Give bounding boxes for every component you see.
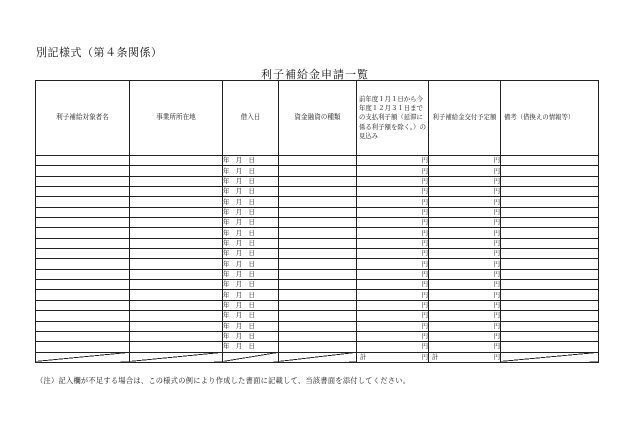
cell-borrow-date[interactable]: 年 月 日 (223, 321, 279, 331)
cell-planned-amount[interactable]: 円 (429, 238, 501, 248)
cell-address[interactable] (130, 311, 223, 321)
cell-paid-interest[interactable]: 円 (357, 300, 429, 310)
cell-fund-type[interactable] (279, 197, 357, 207)
table-row (36, 166, 599, 176)
cell-name[interactable] (36, 290, 130, 300)
table-row (36, 269, 599, 279)
table-row (36, 321, 599, 331)
cell-address[interactable] (130, 176, 223, 186)
cell-remarks[interactable] (501, 176, 599, 186)
cell-planned-amount[interactable]: 円 (429, 342, 501, 352)
total-paid-interest[interactable] (357, 352, 429, 362)
table-row (36, 331, 599, 341)
cell-borrow-date[interactable]: 年 月 日 (223, 218, 279, 228)
cell-fund-type[interactable] (279, 166, 357, 176)
cell-borrow-date[interactable]: 年 月 日 (223, 156, 279, 166)
cell-planned-amount[interactable]: 円 (429, 311, 501, 321)
cell-paid-interest[interactable]: 円 (357, 176, 429, 186)
cell-fund-type[interactable] (279, 207, 357, 217)
cell-paid-interest[interactable]: 円 (357, 249, 429, 259)
cell-planned-amount[interactable]: 円 (429, 228, 501, 238)
cell-planned-amount[interactable]: 円 (429, 187, 501, 197)
cell-remarks[interactable] (501, 228, 599, 238)
cell-paid-interest[interactable]: 円 (357, 156, 429, 166)
cell-paid-interest[interactable]: 円 (357, 197, 429, 207)
cell-planned-amount[interactable]: 円 (429, 218, 501, 228)
cell-borrow-date[interactable]: 年 月 日 (223, 280, 279, 290)
total-yen: 円 (493, 352, 500, 361)
cell-address[interactable] (130, 187, 223, 197)
cell-remarks[interactable] (501, 280, 599, 290)
cell-borrow-date[interactable]: 年 月 日 (223, 176, 279, 186)
cell-remarks[interactable] (501, 197, 599, 207)
cell-planned-amount[interactable]: 円 (429, 321, 501, 331)
cell-planned-amount[interactable]: 円 (429, 290, 501, 300)
cell-name[interactable] (36, 300, 130, 310)
cell-fund-type[interactable] (279, 269, 357, 279)
table-row (36, 280, 599, 290)
cell-borrow-date[interactable]: 年 月 日 (223, 166, 279, 176)
cell-address[interactable] (130, 218, 223, 228)
table-row (36, 156, 599, 166)
table-row (36, 311, 599, 321)
cell-borrow-date[interactable]: 年 月 日 (223, 269, 279, 279)
cell-address[interactable] (130, 321, 223, 331)
cell-name[interactable] (36, 228, 130, 238)
cell-remarks[interactable] (501, 342, 599, 352)
cell-name[interactable] (36, 269, 130, 279)
cell-fund-type[interactable] (279, 259, 357, 269)
cell-fund-type[interactable] (279, 342, 357, 352)
cell-remarks[interactable] (501, 166, 599, 176)
cell-address[interactable] (130, 342, 223, 352)
cell-name[interactable] (36, 331, 130, 341)
cell-address[interactable] (130, 207, 223, 217)
cell-address[interactable] (130, 166, 223, 176)
cell-planned-amount[interactable]: 円 (429, 269, 501, 279)
cell-name[interactable] (36, 259, 130, 269)
cell-paid-interest[interactable]: 円 (357, 342, 429, 352)
total-planned-amount[interactable] (429, 352, 501, 362)
cell-name[interactable] (36, 176, 130, 186)
cell-paid-interest[interactable]: 円 (357, 290, 429, 300)
header-fund-type: 資金融資の種類 (279, 81, 357, 156)
cell-fund-type[interactable] (279, 321, 357, 331)
total-diag-remarks (501, 352, 599, 362)
cell-planned-amount[interactable]: 円 (429, 280, 501, 290)
application-table (35, 80, 599, 363)
cell-name[interactable] (36, 156, 130, 166)
cell-paid-interest[interactable]: 円 (357, 187, 429, 197)
cell-name[interactable] (36, 166, 130, 176)
cell-remarks[interactable] (501, 331, 599, 341)
cell-borrow-date[interactable]: 年 月 日 (223, 187, 279, 197)
cell-address[interactable] (130, 300, 223, 310)
cell-remarks[interactable] (501, 187, 599, 197)
cell-name[interactable] (36, 187, 130, 197)
cell-remarks[interactable] (501, 321, 599, 331)
table-row (36, 300, 599, 310)
cell-planned-amount[interactable]: 円 (429, 259, 501, 269)
total-diag-address (130, 352, 223, 362)
cell-fund-type[interactable] (279, 176, 357, 186)
total-diag-name (36, 352, 130, 362)
cell-borrow-date[interactable]: 年 月 日 (223, 300, 279, 310)
table-row (36, 187, 599, 197)
cell-name[interactable] (36, 249, 130, 259)
cell-name[interactable] (36, 321, 130, 331)
cell-name[interactable] (36, 197, 130, 207)
cell-fund-type[interactable] (279, 156, 357, 166)
cell-borrow-date[interactable]: 年 月 日 (223, 249, 279, 259)
cell-fund-type[interactable] (279, 218, 357, 228)
table-body (36, 156, 599, 363)
cell-name[interactable] (36, 280, 130, 290)
table-row (36, 207, 599, 217)
cell-borrow-date[interactable]: 年 月 日 (223, 207, 279, 217)
cell-address[interactable] (130, 197, 223, 207)
cell-planned-amount[interactable]: 円 (429, 300, 501, 310)
cell-planned-amount[interactable]: 円 (429, 166, 501, 176)
form-title: 利子補給金申請一覧 (261, 68, 369, 81)
cell-remarks[interactable] (501, 311, 599, 321)
cell-address[interactable] (130, 228, 223, 238)
header-name: 利子補給対象者名 (36, 81, 130, 156)
cell-address[interactable] (130, 269, 223, 279)
table-row (36, 290, 599, 300)
cell-paid-interest[interactable]: 円 (357, 331, 429, 341)
cell-name[interactable] (36, 238, 130, 248)
cell-fund-type[interactable] (279, 290, 357, 300)
table-row (36, 342, 599, 352)
cell-fund-type[interactable] (279, 187, 357, 197)
cell-planned-amount[interactable]: 円 (429, 156, 501, 166)
cell-fund-type[interactable] (279, 331, 357, 341)
cell-address[interactable] (130, 249, 223, 259)
cell-fund-type[interactable] (279, 238, 357, 248)
cell-address[interactable] (130, 331, 223, 341)
header-paid-interest: 前年度１月１日から今年度１２月３１日までの支払利子額（延滞に係る利子額を除く。）の見込み (357, 81, 429, 156)
cell-address[interactable] (130, 290, 223, 300)
table-row (36, 228, 599, 238)
form-label: 別記様式（第４条関係） (36, 46, 163, 59)
total-diag-fund (279, 352, 357, 362)
cell-address[interactable] (130, 259, 223, 269)
cell-borrow-date[interactable]: 年 月 日 (223, 290, 279, 300)
cell-remarks[interactable] (501, 249, 599, 259)
table-row (36, 197, 599, 207)
header-remarks: 備考（借換えの情報等） (501, 81, 599, 156)
cell-remarks[interactable] (501, 290, 599, 300)
cell-paid-interest[interactable]: 円 (357, 228, 429, 238)
cell-remarks[interactable] (501, 259, 599, 269)
footnote: （注）記入欄が不足する場合は、この様式の例により作成した書面に記載して、当該書面を添付してください。 (36, 376, 411, 385)
cell-remarks[interactable] (501, 300, 599, 310)
cell-borrow-date[interactable]: 年 月 日 (223, 197, 279, 207)
cell-name[interactable] (36, 207, 130, 217)
cell-name[interactable] (36, 218, 130, 228)
cell-name[interactable] (36, 311, 130, 321)
cell-fund-type[interactable] (279, 300, 357, 310)
cell-remarks[interactable] (501, 269, 599, 279)
cell-paid-interest[interactable]: 円 (357, 269, 429, 279)
cell-borrow-date[interactable]: 年 月 日 (223, 331, 279, 341)
cell-planned-amount[interactable]: 円 (429, 197, 501, 207)
table-row (36, 259, 599, 269)
cell-fund-type[interactable] (279, 280, 357, 290)
cell-remarks[interactable] (501, 218, 599, 228)
cell-planned-amount[interactable]: 円 (429, 207, 501, 217)
cell-borrow-date[interactable]: 年 月 日 (223, 311, 279, 321)
total-label: 計 (432, 352, 439, 361)
table-row (36, 176, 599, 186)
total-row (36, 352, 599, 362)
header-planned-amount: 利子補給金交付予定額 (429, 81, 501, 156)
cell-paid-interest[interactable]: 円 (357, 166, 429, 176)
cell-address[interactable] (130, 280, 223, 290)
cell-paid-interest[interactable]: 円 (357, 311, 429, 321)
total-diag-date (223, 352, 279, 362)
total-label: 計 (360, 352, 367, 361)
cell-address[interactable] (130, 156, 223, 166)
header-row (36, 81, 599, 156)
cell-name[interactable] (36, 342, 130, 352)
cell-borrow-date[interactable]: 年 月 日 (223, 259, 279, 269)
cell-paid-interest[interactable]: 円 (357, 321, 429, 331)
cell-remarks[interactable] (501, 238, 599, 248)
cell-paid-interest[interactable]: 円 (357, 218, 429, 228)
cell-remarks[interactable] (501, 156, 599, 166)
cell-fund-type[interactable] (279, 228, 357, 238)
cell-borrow-date[interactable]: 年 月 日 (223, 228, 279, 238)
cell-fund-type[interactable] (279, 311, 357, 321)
cell-paid-interest[interactable]: 円 (357, 259, 429, 269)
cell-remarks[interactable] (501, 207, 599, 217)
cell-planned-amount[interactable]: 円 (429, 331, 501, 341)
cell-borrow-date[interactable]: 年 月 日 (223, 238, 279, 248)
cell-paid-interest[interactable]: 円 (357, 207, 429, 217)
cell-planned-amount[interactable]: 円 (429, 249, 501, 259)
cell-borrow-date[interactable]: 年 月 日 (223, 342, 279, 352)
header-address: 事業所所在地 (130, 81, 223, 156)
table-row (36, 249, 599, 259)
total-yen: 円 (421, 352, 428, 361)
cell-paid-interest[interactable]: 円 (357, 280, 429, 290)
header-borrow-date: 借入日 (223, 81, 279, 156)
cell-planned-amount[interactable]: 円 (429, 176, 501, 186)
table-row (36, 238, 599, 248)
cell-paid-interest[interactable]: 円 (357, 238, 429, 248)
cell-address[interactable] (130, 238, 223, 248)
cell-fund-type[interactable] (279, 249, 357, 259)
table-row (36, 218, 599, 228)
